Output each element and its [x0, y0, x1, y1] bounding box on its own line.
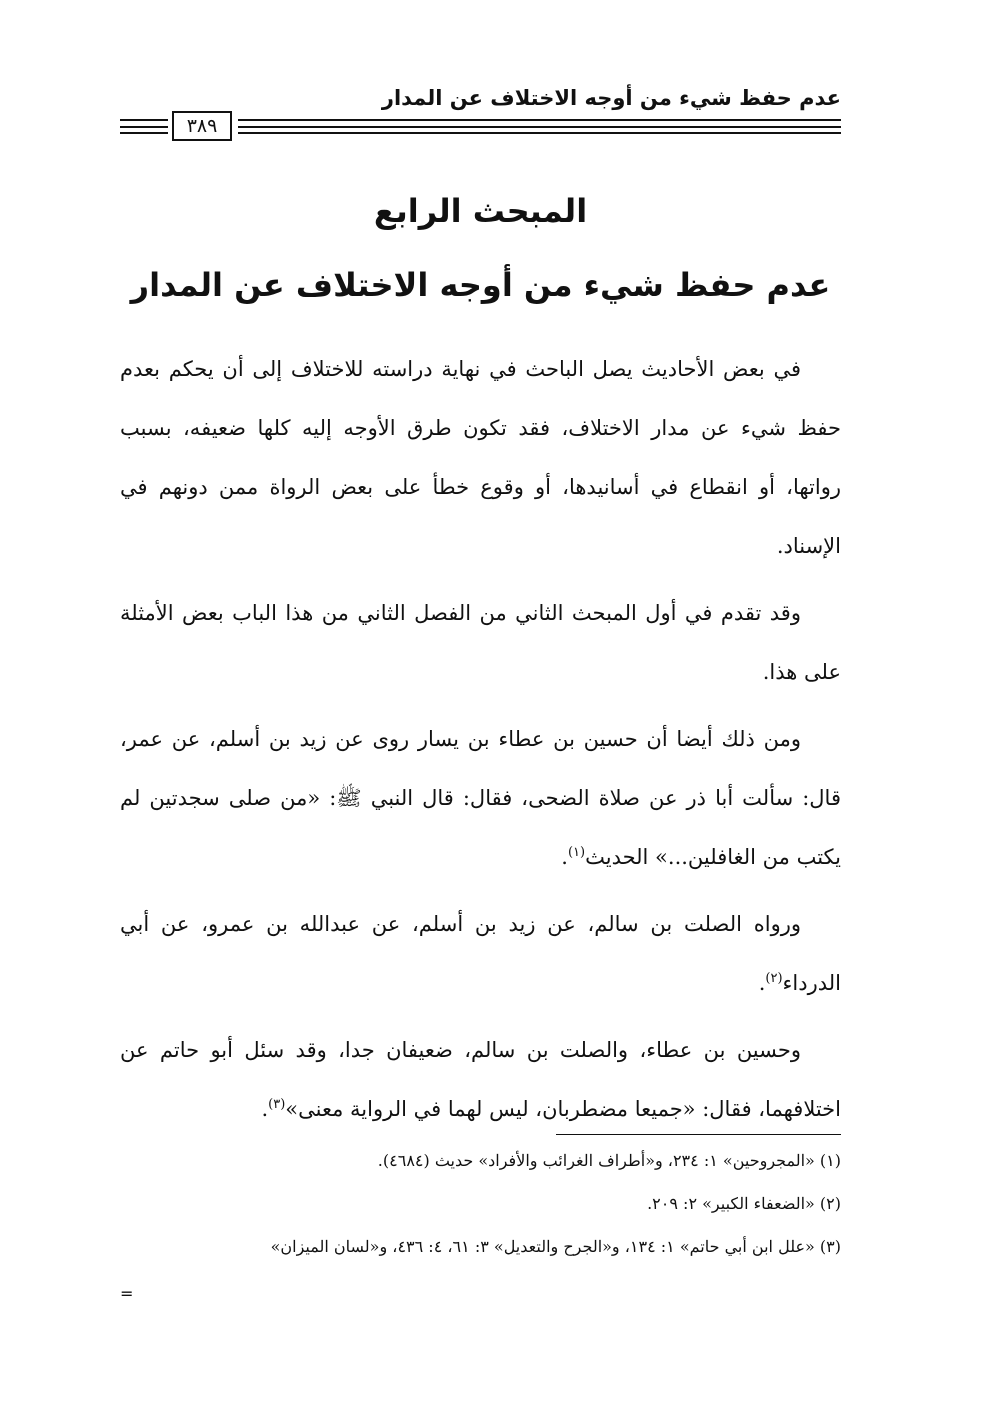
- footnote: (٣) «علل ابن أبي حاتم» ١: ١٣٤، و«الجرح والتعديل» ٣: ٦١، ٤: ٤٣٦، و«لسان الميزان»: [270, 1237, 841, 1256]
- sentence-end: .: [758, 971, 766, 995]
- body-text: [120, 340, 841, 1139]
- header-rule: [238, 126, 841, 128]
- paragraph-text: وقد تقدم في أول المبحث الثاني من الفصل الثاني من هذا الباب بعض الأمثلة على هذا.: [120, 601, 841, 684]
- footnote-marker[interactable]: (٣): [268, 1097, 286, 1112]
- sentence-end: .: [561, 845, 568, 869]
- sentence-end: .: [261, 1097, 269, 1121]
- section-heading: المبحث الرابع: [373, 192, 588, 230]
- paragraph: [120, 1021, 841, 1139]
- paragraph-text: وحسين بن عطاء، والصلت بن سالم، ضعيفان جدا، وقد سئل أبو حاتم عن اختلافهما، فقال: «جميعا مضطربان، ليس لهما في الرواية معنى»: [120, 1038, 841, 1121]
- paragraph-text: ورواه الصلت بن سالم، عن زيد بن أسلم، عن عبدالله بن عمرو، عن أبي الدرداء: [120, 912, 841, 995]
- footnote-marker[interactable]: (٢): [765, 971, 783, 986]
- header-rule: [120, 119, 168, 121]
- paragraph: [120, 584, 841, 702]
- header-rule: [238, 119, 841, 121]
- paragraph-text: ومن ذلك أيضا أن حسين بن عطاء بن يسار روى عن زيد بن أسلم، عن عمر، قال: سألت أبا ذر عن صلاة الضحى، فقال: قال النبي ﷺ: «من صلى سجدتين لم يكتب من الغافلين...» الحديث: [120, 727, 841, 869]
- paragraph: [120, 340, 841, 576]
- page-number: ٣٨٩: [172, 111, 232, 141]
- paragraph: [120, 710, 841, 887]
- section-title: عدم حفظ شيء من أوجه الاختلاف عن المدار: [130, 266, 831, 304]
- header-rule: [120, 132, 168, 134]
- header-rule: [120, 126, 168, 128]
- footnote-marker[interactable]: (١): [567, 845, 586, 860]
- footnote-separator: [556, 1134, 841, 1135]
- paragraph-text: في بعض الأحاديث يصل الباحث في نهاية دراسته للاختلاف إلى أن يحكم بعدم حفظ شيء عن مدار الاختلاف، فقد تكون طرق الأوجه إليه كلها ضعيفه، بسبب رواتها، أو انقطاع في أسانيدها، أو وقوع خطأ على بعض الرواة ممن دونهم في الإسناد.: [120, 357, 841, 558]
- footnotes: [120, 1150, 841, 1279]
- paragraph: [120, 895, 841, 1013]
- footnote-continuation-mark: =: [120, 1284, 134, 1303]
- header-rule: [238, 132, 841, 134]
- footnote: (٢) «الضعفاء الكبير» ٢: ٢٠٩.: [647, 1194, 841, 1213]
- running-header-title: عدم حفظ شيء من أوجه الاختلاف عن المدار: [381, 86, 841, 110]
- footnote: (١) «المجروحين» ١: ٢٣٤، و«أطراف الغرائب والأفراد» حديث (٤٦٨٤).: [377, 1151, 841, 1170]
